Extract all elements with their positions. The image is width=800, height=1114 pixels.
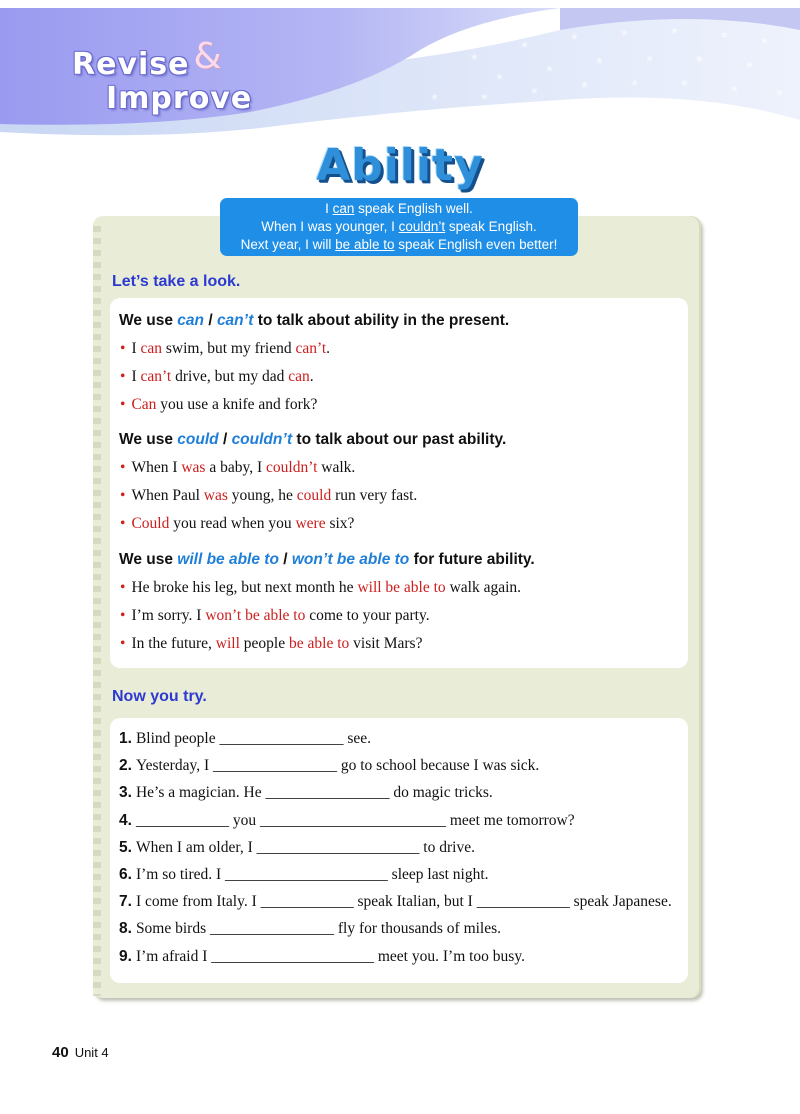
- bullet-item: • I can’t drive, but my dad can.: [120, 368, 314, 385]
- bullet-item: • Could you read when you were six?: [120, 515, 355, 532]
- svg-text:★: ★: [470, 52, 479, 63]
- page-number: 40: [52, 1044, 69, 1061]
- exercise-item-3: 3. He’s a magician. He ________________ do magic tricks.: [119, 784, 493, 801]
- svg-text:★: ★: [430, 92, 439, 103]
- svg-text:★: ★: [695, 54, 704, 65]
- bullet-item: • Can you use a knife and fork?: [120, 396, 318, 413]
- svg-text:★: ★: [545, 64, 554, 75]
- rule-past: We use could / couldn’t to talk about our past ability.: [119, 431, 507, 448]
- brand-word-revise: Revise: [72, 47, 190, 82]
- svg-text:★: ★: [720, 30, 729, 41]
- bullet-item: • When I was a baby, I couldn’t walk.: [120, 459, 356, 476]
- bullet-item: • In the future, will people be able to visit Mars?: [120, 635, 423, 652]
- example-line-1: I can speak English well.: [325, 201, 473, 216]
- brand-word-improve: Improve: [106, 81, 253, 116]
- svg-text:★: ★: [595, 56, 604, 67]
- exercise-item-7: 7. I come from Italy. I ____________ speak Italian, but I ____________ speak Japanese.: [119, 893, 672, 910]
- svg-text:★: ★: [480, 92, 489, 103]
- bullet-item: • I’m sorry. I won’t be able to come to your party.: [120, 607, 430, 624]
- brand-logo: [72, 36, 253, 116]
- bullet-item: • I can swim, but my friend can’t.: [120, 340, 331, 357]
- exercise-item-9: 9. I’m afraid I _____________________ meet you. I’m too busy.: [119, 948, 525, 965]
- example-sentences-box: [220, 198, 578, 256]
- svg-text:★: ★: [670, 26, 679, 37]
- bullet-item: • When Paul was young, he could run very fast.: [120, 487, 418, 504]
- header-banner: [0, 0, 800, 140]
- svg-text:★: ★: [745, 60, 754, 71]
- svg-text:★: ★: [580, 80, 589, 91]
- svg-text:★: ★: [680, 78, 689, 89]
- brand-ampersand: &: [193, 36, 222, 77]
- svg-text:★: ★: [630, 78, 639, 89]
- exercise-item-4: 4. ____________ you ________________________ meet me tomorrow?: [119, 812, 575, 829]
- svg-text:★: ★: [645, 54, 654, 65]
- svg-text:★: ★: [520, 40, 529, 51]
- rule-present: We use can / can’t to talk about ability in the present.: [119, 312, 510, 329]
- section-heading-look: Let’s take a look.: [112, 273, 241, 290]
- example-line-3: Next year, I will be able to speak English even better!: [240, 237, 558, 252]
- bullet-item: • He broke his leg, but next month he will be able to walk again.: [120, 579, 522, 596]
- section-heading-try: Now you try.: [112, 688, 207, 705]
- exercise-item-1: 1. Blind people ________________ see.: [119, 730, 371, 747]
- svg-text:★: ★: [620, 28, 629, 39]
- page-title: Ability: [316, 140, 484, 191]
- panel-binding-edge: [93, 226, 101, 996]
- example-line-2: When I was younger, I couldn’t speak English.: [261, 219, 537, 234]
- svg-text:★: ★: [730, 84, 739, 95]
- svg-text:★: ★: [775, 88, 784, 99]
- unit-label: Unit 4: [74, 1045, 109, 1060]
- svg-text:★: ★: [530, 86, 539, 97]
- svg-text:★: ★: [495, 72, 504, 83]
- page-footer: [52, 1044, 109, 1061]
- exercise-item-5: 5. When I am older, I _____________________ to drive.: [119, 839, 475, 856]
- exercise-item-2: 2. Yesterday, I ________________ go to school because I was sick.: [119, 757, 540, 774]
- svg-text:★: ★: [570, 32, 579, 43]
- exercise-item-8: 8. Some birds ________________ fly for thousands of miles.: [119, 920, 502, 937]
- svg-text:★: ★: [760, 36, 769, 47]
- exercise-item-6: 6. I’m so tired. I _____________________ sleep last night.: [119, 866, 489, 883]
- rule-future: We use will be able to / won’t be able to for future ability.: [119, 551, 535, 568]
